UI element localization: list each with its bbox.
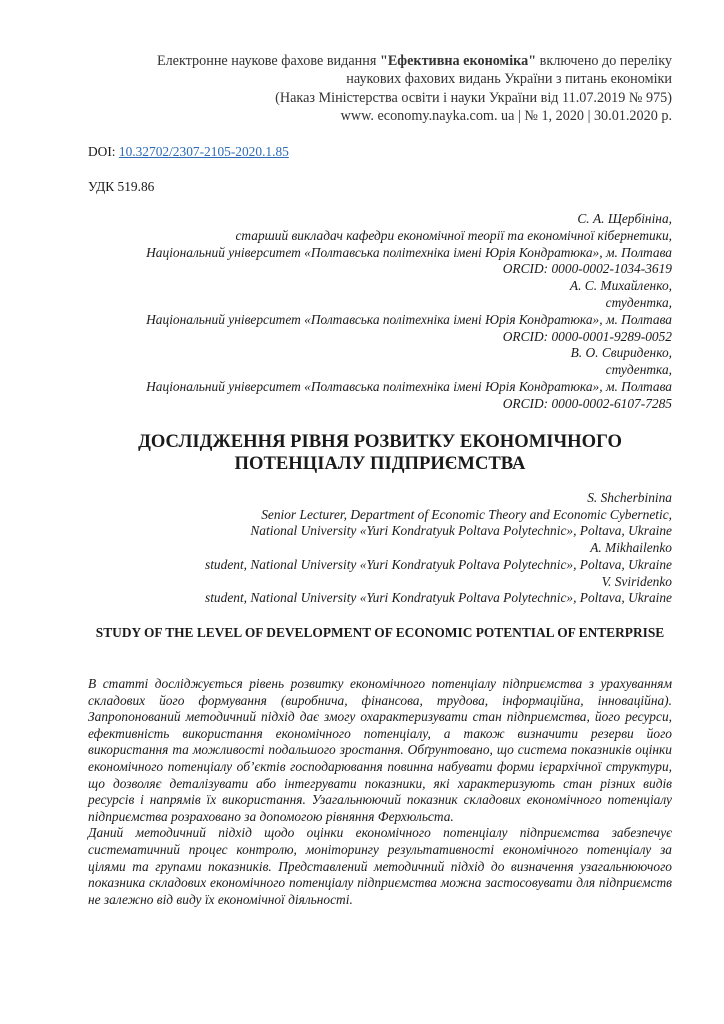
author-3-affiliation-en: student, National University «Yuri Kondratyuk Poltava Polytechnic», Poltava, Ukraine bbox=[205, 590, 672, 606]
author-2-orcid: ORCID: 0000-0001-9289-0052 bbox=[502, 328, 672, 344]
author-3-name-ua: В. О. Свириденко, bbox=[570, 345, 672, 361]
doi-label: DOI: bbox=[88, 144, 119, 159]
journal-name: "Ефективна економіка" bbox=[379, 53, 537, 69]
author-2-affiliation-ua: Національний університет «Полтавська політехніка імені Юрія Кондратюка», м. Полтава bbox=[146, 311, 672, 327]
author-1-name-en: S. Shcherbinina bbox=[587, 490, 672, 505]
journal-header-line-3: (Наказ Міністерства освіти і науки України від 11.07.2019 № 975) bbox=[275, 89, 672, 106]
author-1-position-en: Senior Lecturer, Department of Economic Theory and Economic Cybernetic, bbox=[261, 506, 672, 522]
doi-link[interactable]: 10.32702/2307-2105-2020.1.85 bbox=[118, 144, 289, 159]
abstract-paragraph-1: В статті досліджується рівень розвитку економічного потенціалу підприємства з урахуванням складових його формування (виробнича, фінансова, трудова, інформаційна, інноваційна). Запропонований методичний підхід дає змогу охарактеризувати стан підприємства, його ресурси, ефективність використання економічного потенціалу, а також визначити резерви його використання та можливості подальшого зростання. Обґрунтовано, що система показників оцінки економічного потенціалу об’єктів господарювання повинна набувати форми ієрархічної структури, що дозволяє деталізувати або інтегрувати показники, які характеризують стан різних видів ресурсів і напрямів їх використання. Узагальнюючий показник складових економічного потенціалу підприємства розраховано за допомогою рівняння Ферхюльста. bbox=[88, 676, 672, 824]
abstract-paragraph-2: Даний методичний підхід щодо оцінки економічного потенціалу підприємства забезпечує систематичний процес контролю, моніторингу результативності економічного потенціалу за цілями та групами показників. Представлений методичний підхід до визначення узагальнюючого показника складових економічного потенціалу підприємства можна застосовувати для підприємств не залежно від виду їх економічної діяльності. bbox=[88, 825, 672, 907]
article-title-english: STUDY OF THE LEVEL OF DEVELOPMENT OF ECONOMIC POTENTIAL OF ENTERPRISE bbox=[95, 625, 665, 640]
author-1-orcid: ORCID: 0000-0002-1034-3619 bbox=[502, 261, 672, 277]
author-2-name-ua: А. С. Михайленко, bbox=[569, 278, 672, 294]
authors-english bbox=[88, 490, 672, 607]
journal-header bbox=[88, 52, 672, 125]
authors-ukrainian bbox=[88, 211, 672, 413]
journal-header-line-2: наукових фахових видань України з питань економіки bbox=[346, 71, 672, 88]
author-3-affiliation-ua: Національний університет «Полтавська політехніка імені Юрія Кондратюка», м. Полтава bbox=[146, 378, 672, 394]
article-title-ukrainian bbox=[88, 431, 672, 475]
author-3-position-ua: студентка, bbox=[605, 362, 672, 378]
author-2-position-ua: студентка, bbox=[605, 294, 672, 310]
doi bbox=[88, 144, 289, 160]
author-1-affiliation-ua: Національний університет «Полтавська політехніка імені Юрія Кондратюка», м. Полтава bbox=[146, 244, 672, 260]
author-1-position-ua: старший викладач кафедри економічної теорії та економічної кібернетики, bbox=[235, 227, 672, 243]
udc-code: УДК 519.86 bbox=[88, 179, 155, 194]
author-2-name-en: A. Mikhailenko bbox=[590, 540, 672, 556]
author-3-name-en: V. Sviridenko bbox=[601, 573, 672, 589]
abstract bbox=[88, 676, 672, 908]
journal-header-line-1: Електронне наукове фахове видання "Ефективна економіка" включено до переліку bbox=[156, 53, 672, 69]
journal-header-line-4: www. economy.nayka.com. ua | № 1, 2020 | 30.01.2020 р. bbox=[340, 107, 672, 124]
author-3-orcid: ORCID: 0000-0002-6107-7285 bbox=[502, 395, 672, 411]
article-title-ukrainian-line-2: ПОТЕНЦІАЛУ ПІДПРИЄМСТВА bbox=[234, 453, 526, 474]
author-1-name-ua: С. А. Щербініна, bbox=[577, 211, 672, 226]
author-2-affiliation-en: student, National University «Yuri Kondratyuk Poltava Polytechnic», Poltava, Ukraine bbox=[205, 556, 672, 572]
article-title-ukrainian-line-1: ДОСЛІДЖЕННЯ РІВНЯ РОЗВИТКУ ЕКОНОМІЧНОГО bbox=[138, 431, 622, 452]
author-1-affiliation-en: National University «Yuri Kondratyuk Poltava Polytechnic», Poltava, Ukraine bbox=[250, 523, 672, 539]
